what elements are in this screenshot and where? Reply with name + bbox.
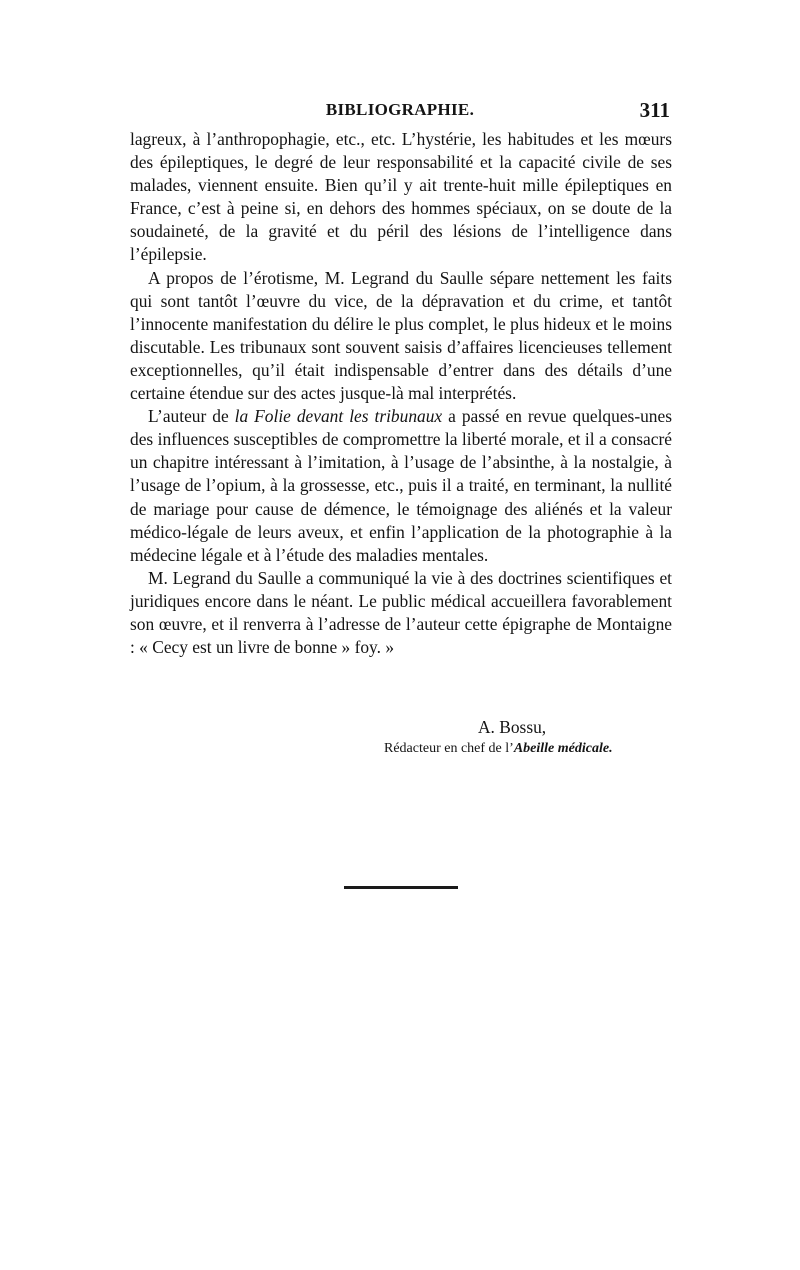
paragraph-conclusion: M. Legrand du Saulle a communiqué la vie à des doctrines scientifiques et juridiques encore dans le néant. Le public médical accueillera favorablement son œuvre, et il renverra à l’adresse de l’auteur cette épigraphe de Montaigne : « Cecy est un livre de bonne » foy. »: [130, 567, 672, 658]
author-role-prefix: Rédacteur en chef de l’: [384, 741, 514, 756]
running-title: BIBLIOGRAPHIE.: [325, 100, 475, 119]
paragraph-erotism: A propos de l’érotisme, M. Legrand du Saulle sépare nettement les faits qui sont tantôt l’œuvre du vice, de la dépravation et du crime, et tantôt l’innocente manifestation du délire le plus complet, le plus hideux et le moins discutable. Les tribunaux sont souvent saisis d’affaires licencieuses tellement exceptionnelles, qu’il était indispensable d’entrer dans des détails d’une certaine étendue sur des actes jusque-là mal interprétés.: [130, 267, 672, 404]
book-title-italic: la Folie devant les tribunaux: [234, 406, 443, 427]
article-body: [130, 128, 672, 659]
paragraph-influences-rest: a passé en revue quelques-unes des influences susceptibles de compromettre la liberté morale, et il a consacré un chapitre intéressant à l’imitation, à l’usage de l’absinthe, à la nostalgie, à l’usage de l’opium, à la grossesse, etc., puis il a traité, en terminant, la nullité de mariage pour cause de démence, le témoignage des aliénés et la valeur médico-légale de leurs aveux, et enfin l’application de la photographie à la médecine légale et à l’étude des maladies mentales.: [130, 406, 672, 565]
publication-name: Abeille médicale.: [513, 741, 613, 756]
running-header: [130, 96, 670, 124]
section-end-rule: [344, 886, 458, 889]
author-role: [384, 739, 613, 759]
paragraph-influences: [130, 405, 672, 567]
page-number: 311: [639, 98, 670, 122]
paragraph-influences-lead: L’auteur de: [148, 406, 235, 427]
author-signature: A. Bossu,: [478, 717, 547, 737]
paragraph-epilepsy: lagreux, à l’anthropophagie, etc., etc. L’hystérie, les habitudes et les mœurs des épileptiques, le degré de leur responsabilité et la capacité civile de ses malades, viennent ensuite. Bien qu’il y ait trente-huit mille épileptiques en France, c’est à peine si, en dehors des hommes spéciaux, on se doute de la soudaineté, de la gravité et du péril des lésions de l’intelligence dans l’épilepsie.: [130, 129, 672, 265]
